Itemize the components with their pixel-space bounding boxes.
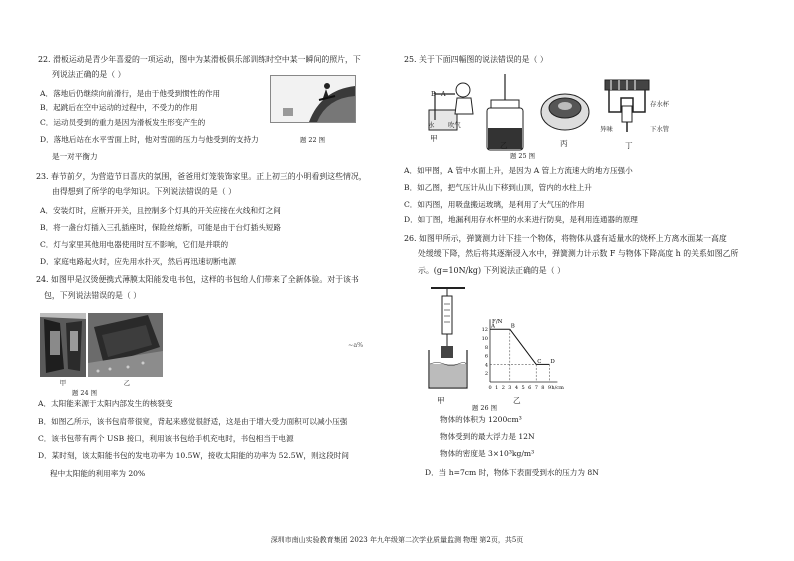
q24-photo-yi [88, 313, 163, 377]
q22-skateboard-photo [270, 75, 356, 123]
q25-label-A: A [441, 90, 446, 98]
q22-figure-caption: 题 22 图 [300, 136, 325, 144]
q26-stem-line2: 处缓缓下降，然后将其逐渐浸入水中，弹簧测力计示数 F 与物体下降高度 h 的关系如图乙所 [418, 249, 739, 258]
q26-apparatus [425, 284, 475, 392]
q25-label-jia: 甲 [430, 134, 438, 143]
y-tick-label: 2 [484, 371, 488, 378]
q25-label-pipe: 下水管 [650, 125, 670, 133]
q25-label-bing: 丙 [560, 139, 568, 148]
q23-option-a: A．安装灯时，应断开开关，且控制多个灯具的开关应接在火线和灯之间 [40, 206, 281, 215]
stray-mark: ~a% [348, 341, 364, 349]
q26-figure-caption: 题 26 图 [472, 404, 497, 412]
q25-figures [425, 72, 675, 154]
q25-option-b: B．如乙图，把气压计从山下移到山顶，管内的水柱上升 [404, 183, 592, 192]
q24-photo-jia [40, 313, 86, 377]
q25-label-B: B [431, 90, 436, 98]
q23-stem-line1: 23. 春节前夕，为营造节日喜庆的氛围，爸爸用灯笼装饰家里。正上初三的小明看到这些情况， [36, 172, 367, 181]
q26-label-yi: 乙 [513, 396, 521, 405]
q23-option-d: D．家庭电路起火时，应先用水扑灭，然后再迅速切断电源 [40, 257, 236, 266]
q22-option-c: C．运动员受到的重力是因为滑板发生形变产生的 [40, 118, 206, 127]
q24-option-d-cont: 程中太阳能的利用率为 20% [50, 469, 146, 478]
x-tick-label: 3 [508, 385, 512, 391]
q25-option-d: D．如丁图，地漏利用存水杯里的水来进行防臭，是利用连通器的原理 [404, 215, 638, 224]
q26-stem-line3: 示。(g=10N/kg) 下列说法正确的是（ ） [418, 266, 565, 275]
q25-label-ding: 丁 [625, 141, 633, 150]
q22-option-a: A．落地后仍继续向前滑行，是由于他受到惯性的作用 [40, 89, 221, 98]
y-tick-label: 10 [481, 336, 488, 342]
q26-f-h-chart [476, 316, 566, 402]
f-h-line-segment [510, 329, 536, 364]
q22-stem-line1: 22. 滑板运动是青少年喜爱的一项运动，图中为某滑板俱乐部训练时空中某一瞬间的照片，下 [38, 55, 361, 64]
q24-stem-line1: 24. 如图甲是汉烫便携式薄膜太阳能发电书包，这样的书包给人们带来了全新体验。对于该书 [36, 275, 359, 284]
q25-stem: 25. 关于下面四幅图的说法错误的是（ ） [404, 55, 548, 64]
q24-option-a: A．太阳能来源于太阳内部发生的核裂变 [38, 399, 173, 408]
q22-option-d-cont: 是一对平衡力 [52, 152, 98, 161]
q24-option-c: C．该书包带有两个 USB 接口，利用该书包给手机充电时，书包相当于电源 [38, 434, 294, 443]
q24-label-yi: 乙 [123, 379, 131, 387]
x-tick-label: 2 [501, 385, 505, 391]
q25-fig-yi [487, 74, 523, 150]
q26-option-c: 物体的密度是 3×10³kg/m³ [440, 449, 535, 458]
q24-stem-line2: 包，下列说法错误的是（ ） [44, 291, 142, 300]
q24-label-jia: 甲 [59, 379, 67, 387]
q25-fig-bing [541, 94, 589, 130]
q23-stem-line2: 由得想到了所学的电学知识。下列说法错误的是（ ） [52, 187, 236, 196]
q25-label-blow: 吹气 [448, 121, 461, 129]
x-tick-label: 8 [541, 385, 545, 391]
x-tick-label: 0 [488, 385, 492, 391]
y-axis-label: F/N [492, 319, 503, 326]
q26-stem-line1: 26. 如图甲所示，弹簧测力计下挂一个物体，将物体从盛有适量水的烧杯上方离水面某一高度 [404, 234, 727, 243]
q24-option-d: D．某时刻，该太阳能书包的发电功率为 10.5W，接收太阳能的功率为 52.5W，则这段时间 [38, 451, 349, 460]
q26-option-b: 物体受到的最大浮力是 12N [440, 432, 535, 441]
y-tick-label: 6 [484, 353, 488, 360]
q25-label-yi: 乙 [500, 141, 508, 150]
point-label-A: A [491, 323, 495, 330]
q22-stem-line2: 列说法正确的是（ ） [52, 70, 126, 79]
point-label-C: C [537, 358, 542, 365]
q23-option-b: B．将一盏台灯插入三孔插座时，保险丝熔断，可能是由于台灯插头短路 [40, 223, 281, 232]
q25-figure-caption: 题 25 图 [510, 152, 535, 160]
q25-option-c: C．如丙图，用吸盘搬运玻璃，是利用了大气压的作用 [404, 200, 585, 209]
q22-option-d: D．落地后站在水平雪面上时，他对雪面的压力与他受到的支持力 [40, 135, 259, 144]
q26-option-a: 物体的体积为 1200cm³ [440, 415, 522, 424]
q23-option-c: C．灯与家里其他用电器使用时互不影响，它们是并联的 [40, 240, 229, 249]
page-footer: 深圳市南山实验教育集团 2023 年九年级第二次学业质量监测 物理 第2页，共5页 [270, 536, 524, 544]
x-axis-label: h/cm [551, 385, 564, 391]
x-tick-label: 9 [547, 385, 552, 391]
q24-option-b: B．如图乙所示，该书包肩带很宽，背起来感觉很舒适，这是由于增大受力面积可以减小压强 [38, 417, 348, 426]
y-tick-label: 4 [484, 362, 488, 369]
y-tick-label: 8 [484, 344, 488, 351]
q25-label-odor: 异味 [600, 125, 613, 133]
q25-label-water: 水 [428, 121, 435, 129]
x-tick-label: 1 [495, 385, 499, 391]
x-tick-label: 4 [514, 385, 519, 391]
q25-label-cup: 存水杯 [650, 100, 670, 108]
point-label-B: B [510, 323, 515, 330]
q26-label-jia: 甲 [437, 396, 445, 405]
q22-option-b: B．起跳后在空中运动的过程中，不受力的作用 [40, 103, 198, 112]
x-tick-label: 5 [521, 385, 525, 391]
q24-figure-caption: 题 24 图 [72, 389, 97, 397]
y-tick-label: 12 [481, 327, 488, 334]
point-label-D: D [550, 358, 555, 365]
x-tick-label: 7 [534, 385, 538, 391]
q25-option-a: A．如甲图，A 管中水面上升，是因为 A 管上方流速大的地方压强小 [404, 166, 633, 175]
q26-option-d: D．当 h=7cm 时，物体下表面受到水的压力为 8N [425, 468, 599, 477]
x-tick-label: 6 [528, 385, 532, 391]
